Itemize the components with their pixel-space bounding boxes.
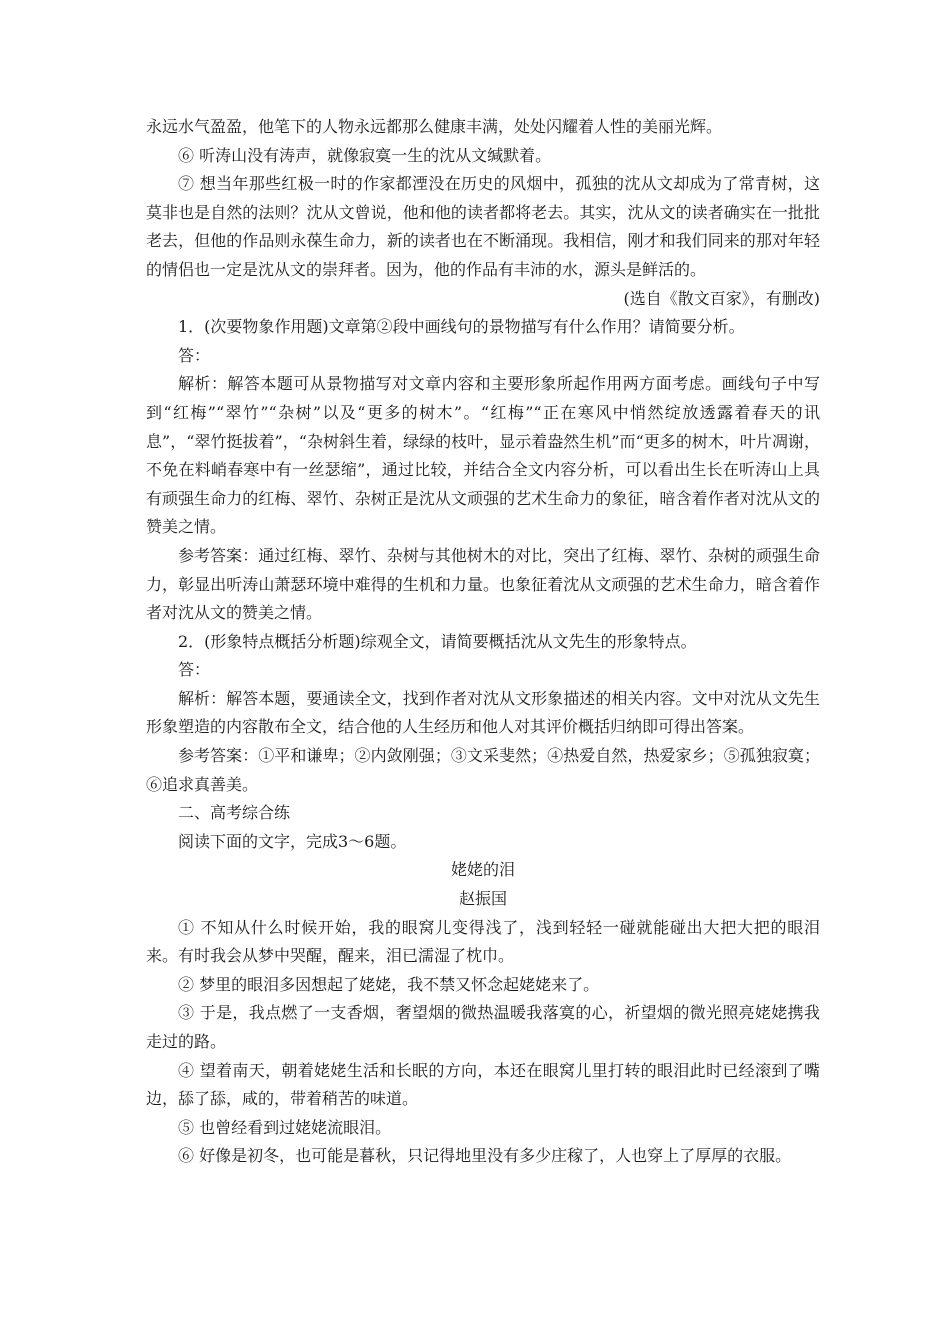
answer-label-1: 答： (178, 345, 211, 365)
question-1: 1．(次要物象作用题)文章第②段中画线句的景物描写有什么作用？请简要分析。 (178, 317, 745, 337)
reading-instruction: 阅读下面的文字，完成3～6题。 (178, 831, 407, 851)
source-note: (选自《散文百家》，有删改) (623, 288, 820, 308)
story-paragraph-3: ③ 于是，我点燃了一支香烟，奢望烟的微热温暖我落寞的心，祈望烟的微光照亮姥姥携我走过的路。 (146, 1003, 820, 1051)
paragraph-continuation: 永远水气盈盈，他笔下的人物永远都那么健康丰满，处处闪耀着人性的美丽光辉。 (146, 117, 723, 136)
section-heading: 二、高考综合练 (178, 803, 291, 823)
story-paragraph-6: ⑥ 好像是初冬，也可能是暮秋，只记得地里没有多少庄稼了，人也穿上了厚厚的衣服。 (178, 1146, 792, 1166)
question-2: 2．(形象特点概括分析题)综观全文，请简要概括沈从文先生的形象特点。 (178, 631, 697, 651)
reference-answer-2: 参考答案：①平和谦卑；②内敛刚强；③文采斐然；④热爱自然，热爱家乡；⑤孤独寂寞；⑥追求真善美。 (146, 746, 820, 794)
story-paragraph-5: ⑤ 也曾经看到过姥姥流眼泪。 (178, 1117, 392, 1137)
article-author: 赵振国 (458, 889, 507, 909)
article-body (146, 113, 820, 1171)
paragraph-7: ⑦ 想当年那些红极一时的作家都湮没在历史的风烟中，孤独的沈从文却成为了常青树，这莫非也是自然的法则？沈从文曾说，他和他的读者都将老去。其实，沈从文的读者确实在一批批老去，但他的作品则永葆生命力，新的读者也在不断涌现。我相信，刚才和我们同来的那对年轻的情侣也一定是沈从文的崇拜者。因为，他的作品有丰沛的水，源头是鲜活的。 (146, 174, 820, 279)
reference-answer-1: 参考答案：通过红梅、翠竹、杂树与其他树木的对比，突出了红梅、翠竹、杂树的顽强生命力，彰显出听涛山萧瑟环境中难得的生机和力量。也象征着沈从文顽强的艺术生命力，暗含着作者对沈从文的赞美之情。 (146, 545, 820, 623)
analysis-1: 解析：解答本题可从景物描写对文章内容和主要形象所起作用两方面考虑。画线句子中写到“红梅”“翠竹”“杂树”以及“更多的树木”。“红梅”“正在寒风中悄然绽放透露着春天的讯息”，“翠竹挺拔着”，“杂树斜生着，绿绿的枝叶，显示着盎然生机”而“更多的树木，叶片凋谢，不免在料峭春寒中有一丝瑟缩”，通过比较，并结合全文内容分析，可以看出生长在听涛山上具有顽强生命力的红梅、翠竹、杂树正是沈从文顽强的艺术生命力的象征，暗含着作者对沈从文的赞美之情。 (146, 374, 820, 537)
analysis-2: 解析：解答本题，要通读全文，找到作者对沈从文形象描述的相关内容。文中对沈从文先生形象塑造的内容散布全文，结合他的人生经历和他人对其评价概括归纳即可得出答案。 (146, 688, 820, 737)
answer-label-2: 答： (178, 660, 211, 680)
story-paragraph-2: ② 梦里的眼泪多因想起了姥姥，我不禁又怀念起姥姥来了。 (178, 974, 600, 994)
paragraph-6: ⑥ 听涛山没有涛声，就像寂寞一生的沈从文缄默着。 (178, 145, 552, 165)
story-paragraph-4: ④ 望着南天，朝着姥姥生活和长眠的方向，本还在眼窝儿里打转的眼泪此时已经滚到了嘴边，舔了舔，咸的，带着稍苦的味道。 (146, 1060, 820, 1109)
article-title: 姥姥的泪 (450, 860, 515, 880)
story-paragraph-1: ① 不知从什么时候开始，我的眼窝儿变得浅了，浅到轻轻一碰就能碰出大把大把的眼泪来。有时我会从梦中哭醒，醒来，泪已濡湿了枕巾。 (146, 917, 820, 966)
